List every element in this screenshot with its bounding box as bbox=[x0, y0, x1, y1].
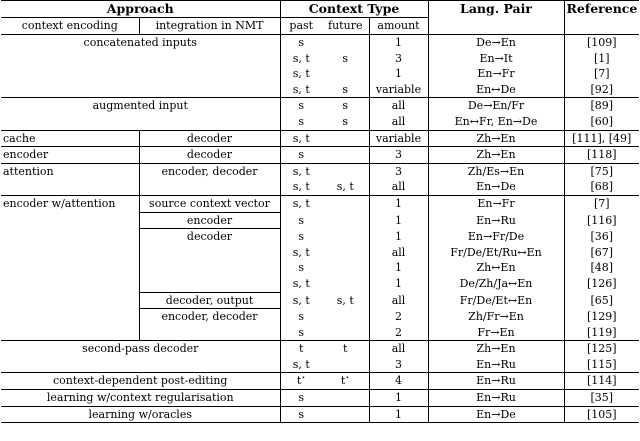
cell-context-encoding bbox=[1, 229, 139, 245]
cell-future bbox=[322, 309, 369, 325]
cell-lang-pair: Fr/De/Et↔En bbox=[428, 292, 564, 309]
cell-integration: source context vector bbox=[139, 195, 280, 212]
cell-context-encoding: second-pass decoder bbox=[1, 341, 280, 357]
cell-lang-pair: Zh→En bbox=[428, 341, 564, 357]
cell-context-encoding bbox=[1, 179, 139, 195]
table-row bbox=[1, 212, 639, 229]
cell-past: s, t bbox=[280, 130, 322, 147]
cell-amount: 3 bbox=[369, 163, 428, 179]
cell-past: s, t bbox=[292, 245, 310, 259]
cell-future bbox=[322, 229, 369, 245]
table-row bbox=[1, 260, 639, 276]
table-row bbox=[1, 373, 639, 390]
cell-future: s bbox=[342, 82, 349, 96]
cell-reference: [89] bbox=[564, 98, 639, 114]
cell-future bbox=[322, 35, 369, 51]
cell-future bbox=[322, 130, 369, 147]
cell-past: t bbox=[280, 341, 322, 357]
cell-past: s bbox=[298, 325, 305, 339]
cell-past: s bbox=[280, 35, 322, 51]
cell-reference: [48] bbox=[590, 261, 614, 275]
cell-lang-pair: En→Fr bbox=[428, 66, 564, 82]
cell-future bbox=[322, 357, 369, 373]
cell-reference: [111], [49] bbox=[564, 130, 639, 147]
cell-past: s bbox=[298, 213, 305, 227]
cell-integration: decoder bbox=[139, 229, 280, 245]
cell-past: s bbox=[280, 98, 322, 114]
cell-reference: [115] bbox=[586, 357, 617, 371]
header-future: future bbox=[322, 18, 369, 35]
cell-lang-pair: Zh/Es→En bbox=[428, 163, 564, 179]
table-row bbox=[1, 309, 639, 325]
cell-future bbox=[322, 406, 369, 423]
cell-lang-pair: Zh→En bbox=[428, 147, 564, 164]
approach-comparison-table bbox=[1, 0, 639, 423]
cell-future bbox=[322, 195, 369, 212]
cell-lang-pair: Zh↔En bbox=[428, 260, 564, 276]
cell-lang-pair: En↔Fr, En→De bbox=[428, 114, 564, 130]
cell-future: t bbox=[322, 341, 369, 357]
cell-past: s bbox=[298, 229, 305, 243]
table-row bbox=[1, 276, 639, 292]
table-row bbox=[1, 245, 639, 261]
cell-integration bbox=[139, 325, 280, 341]
cell-past: t⋆ bbox=[280, 373, 322, 390]
cell-lang-pair: En↔De bbox=[428, 82, 564, 98]
cell-amount: all bbox=[369, 114, 428, 130]
cell-reference: [125] bbox=[564, 341, 639, 357]
cell-past: s bbox=[298, 309, 305, 323]
cell-lang-pair: En→Ru bbox=[428, 373, 564, 390]
cell-amount: variable bbox=[369, 82, 428, 98]
cell-lang-pair: En→Ru bbox=[428, 212, 564, 229]
cell-past: s, t bbox=[292, 180, 310, 194]
cell-lang-pair: Fr/De/Et/Ru↔En bbox=[428, 245, 564, 261]
cell-context-encoding bbox=[1, 245, 139, 261]
cell-amount: 1 bbox=[369, 212, 428, 229]
cell-future: t⋆ bbox=[322, 373, 369, 390]
table-row bbox=[1, 406, 639, 423]
cell-past: s, t bbox=[280, 195, 322, 212]
cell-past: s bbox=[280, 147, 322, 164]
cell-context-encoding: encoder bbox=[1, 147, 139, 164]
table-row bbox=[1, 390, 639, 407]
cell-integration bbox=[139, 179, 280, 195]
cell-context-encoding bbox=[1, 357, 280, 373]
cell-amount: all bbox=[369, 179, 428, 195]
cell-reference: [7] bbox=[593, 67, 610, 81]
cell-amount: 3 bbox=[369, 51, 428, 67]
cell-reference: [36] bbox=[590, 229, 614, 243]
cell-future bbox=[322, 276, 369, 292]
cell-future bbox=[322, 325, 369, 341]
cell-reference: [7] bbox=[564, 195, 639, 212]
cell-reference: [118] bbox=[564, 147, 639, 164]
cell-amount: all bbox=[369, 292, 428, 309]
cell-reference: [109] bbox=[564, 35, 639, 51]
table-row bbox=[1, 51, 639, 67]
cell-reference: [67] bbox=[590, 245, 614, 259]
cell-reference: [105] bbox=[564, 406, 639, 423]
cell-amount: 3 bbox=[369, 147, 428, 164]
table-row bbox=[1, 195, 639, 212]
table-row bbox=[1, 66, 639, 82]
cell-amount: 3 bbox=[369, 357, 428, 373]
header-past: past bbox=[280, 18, 322, 35]
cell-future: s bbox=[342, 114, 349, 128]
table-row bbox=[1, 179, 639, 195]
cell-reference: [60] bbox=[590, 114, 614, 128]
cell-amount: 1 bbox=[369, 66, 428, 82]
table-row bbox=[1, 98, 639, 114]
cell-amount: 1 bbox=[369, 406, 428, 423]
table-row bbox=[1, 82, 639, 98]
cell-reference: [75] bbox=[564, 163, 639, 179]
header-approach: Approach bbox=[1, 1, 280, 18]
cell-lang-pair: En→Ru bbox=[428, 357, 564, 373]
cell-amount: 4 bbox=[369, 373, 428, 390]
cell-integration bbox=[139, 245, 280, 261]
cell-context-encoding: concatenated inputs bbox=[1, 35, 280, 51]
cell-integration: decoder bbox=[139, 130, 280, 147]
cell-future bbox=[322, 260, 369, 276]
table-row bbox=[1, 325, 639, 341]
cell-past: s, t bbox=[280, 163, 322, 179]
cell-amount: 1 bbox=[369, 390, 428, 407]
cell-amount: 1 bbox=[369, 195, 428, 212]
cell-future bbox=[322, 212, 369, 229]
cell-context-encoding bbox=[1, 51, 280, 67]
cell-amount: 2 bbox=[369, 325, 428, 341]
cell-reference: [119] bbox=[586, 325, 617, 339]
cell-future: s bbox=[322, 98, 369, 114]
table-body bbox=[1, 35, 639, 423]
cell-context-encoding: learning w/oracles bbox=[1, 406, 280, 423]
cell-integration: decoder, output bbox=[139, 292, 280, 309]
cell-context-encoding bbox=[1, 66, 280, 82]
cell-past: s, t bbox=[292, 51, 310, 65]
table-row bbox=[1, 130, 639, 147]
cell-context-encoding bbox=[1, 276, 139, 292]
cell-reference: [65] bbox=[590, 293, 614, 307]
cell-context-encoding: encoder w/attention bbox=[1, 195, 139, 212]
cell-amount: 1 bbox=[369, 229, 428, 245]
cell-future: s, t bbox=[336, 180, 354, 194]
cell-past: s bbox=[298, 261, 305, 275]
cell-integration: encoder, decoder bbox=[139, 309, 280, 325]
cell-amount: all bbox=[369, 341, 428, 357]
cell-past: s, t bbox=[292, 357, 310, 371]
cell-future bbox=[322, 147, 369, 164]
header-context-type: Context Type bbox=[280, 1, 428, 18]
cell-reference: [114] bbox=[564, 373, 639, 390]
cell-past: s, t bbox=[292, 82, 310, 96]
cell-lang-pair: En→Fr bbox=[428, 195, 564, 212]
cell-past: s bbox=[298, 114, 305, 128]
table-row bbox=[1, 341, 639, 357]
cell-context-encoding bbox=[1, 82, 280, 98]
cell-amount: 1 bbox=[369, 260, 428, 276]
header-integration: integration in NMT bbox=[139, 18, 280, 35]
cell-integration bbox=[139, 260, 280, 276]
cell-past: s bbox=[280, 406, 322, 423]
cell-future: s, t bbox=[336, 293, 354, 307]
cell-context-encoding bbox=[1, 292, 139, 309]
cell-amount: all bbox=[369, 245, 428, 261]
cell-lang-pair: Fr→En bbox=[428, 325, 564, 341]
cell-reference: [126] bbox=[586, 277, 617, 291]
cell-integration bbox=[139, 276, 280, 292]
cell-future bbox=[322, 390, 369, 407]
cell-integration: encoder bbox=[139, 212, 280, 229]
cell-amount: variable bbox=[369, 130, 428, 147]
cell-context-encoding bbox=[1, 309, 139, 325]
cell-future: s bbox=[342, 51, 349, 65]
cell-past: s bbox=[280, 390, 322, 407]
header-context-encoding: context encoding bbox=[1, 18, 139, 35]
cell-lang-pair: En→Fr/De bbox=[428, 229, 564, 245]
cell-future bbox=[322, 245, 369, 261]
table-row bbox=[1, 163, 639, 179]
cell-reference: [35] bbox=[564, 390, 639, 407]
table-row bbox=[1, 147, 639, 164]
cell-future bbox=[322, 163, 369, 179]
header-amount: amount bbox=[369, 18, 428, 35]
cell-lang-pair: En→De bbox=[428, 179, 564, 195]
cell-amount: 1 bbox=[369, 276, 428, 292]
header-reference: Reference bbox=[566, 1, 638, 17]
table-row bbox=[1, 357, 639, 373]
table-row bbox=[1, 35, 639, 51]
cell-reference: [1] bbox=[593, 51, 610, 65]
cell-past: s, t bbox=[292, 67, 310, 81]
cell-amount: all bbox=[369, 98, 428, 114]
cell-integration: encoder, decoder bbox=[139, 163, 280, 179]
cell-reference: [92] bbox=[590, 82, 614, 96]
cell-reference: [116] bbox=[586, 213, 617, 227]
cell-lang-pair: De→En/Fr bbox=[428, 98, 564, 114]
cell-context-encoding: learning w/context regularisation bbox=[1, 390, 280, 407]
cell-context-encoding bbox=[1, 325, 139, 341]
cell-lang-pair: Zh→En bbox=[428, 130, 564, 147]
cell-context-encoding: augmented input bbox=[1, 98, 280, 114]
table-row bbox=[1, 229, 639, 245]
cell-context-encoding bbox=[1, 114, 280, 130]
cell-lang-pair: De→En bbox=[428, 35, 564, 51]
cell-lang-pair: En→Ru bbox=[428, 390, 564, 407]
cell-past: s, t bbox=[292, 277, 310, 291]
cell-reference: [129] bbox=[586, 309, 617, 323]
header-lang-pair: Lang. Pair bbox=[428, 1, 564, 18]
cell-past: s, t bbox=[292, 293, 310, 307]
cell-lang-pair: De/Zh/Ja↔En bbox=[428, 276, 564, 292]
cell-amount: 2 bbox=[369, 309, 428, 325]
table-row bbox=[1, 292, 639, 309]
cell-amount: 1 bbox=[369, 35, 428, 51]
cell-lang-pair: En→It bbox=[428, 51, 564, 67]
cell-context-encoding bbox=[1, 212, 139, 229]
cell-context-encoding: cache bbox=[1, 130, 139, 147]
cell-lang-pair: En→De bbox=[428, 406, 564, 423]
cell-future bbox=[322, 66, 369, 82]
cell-lang-pair: Zh/Fr→En bbox=[428, 309, 564, 325]
cell-reference: [68] bbox=[590, 180, 614, 194]
cell-context-encoding: attention bbox=[1, 163, 139, 179]
table-row bbox=[1, 114, 639, 130]
cell-integration: decoder bbox=[139, 147, 280, 164]
cell-context-encoding bbox=[1, 260, 139, 276]
cell-context-encoding: context-dependent post-editing bbox=[1, 373, 280, 390]
